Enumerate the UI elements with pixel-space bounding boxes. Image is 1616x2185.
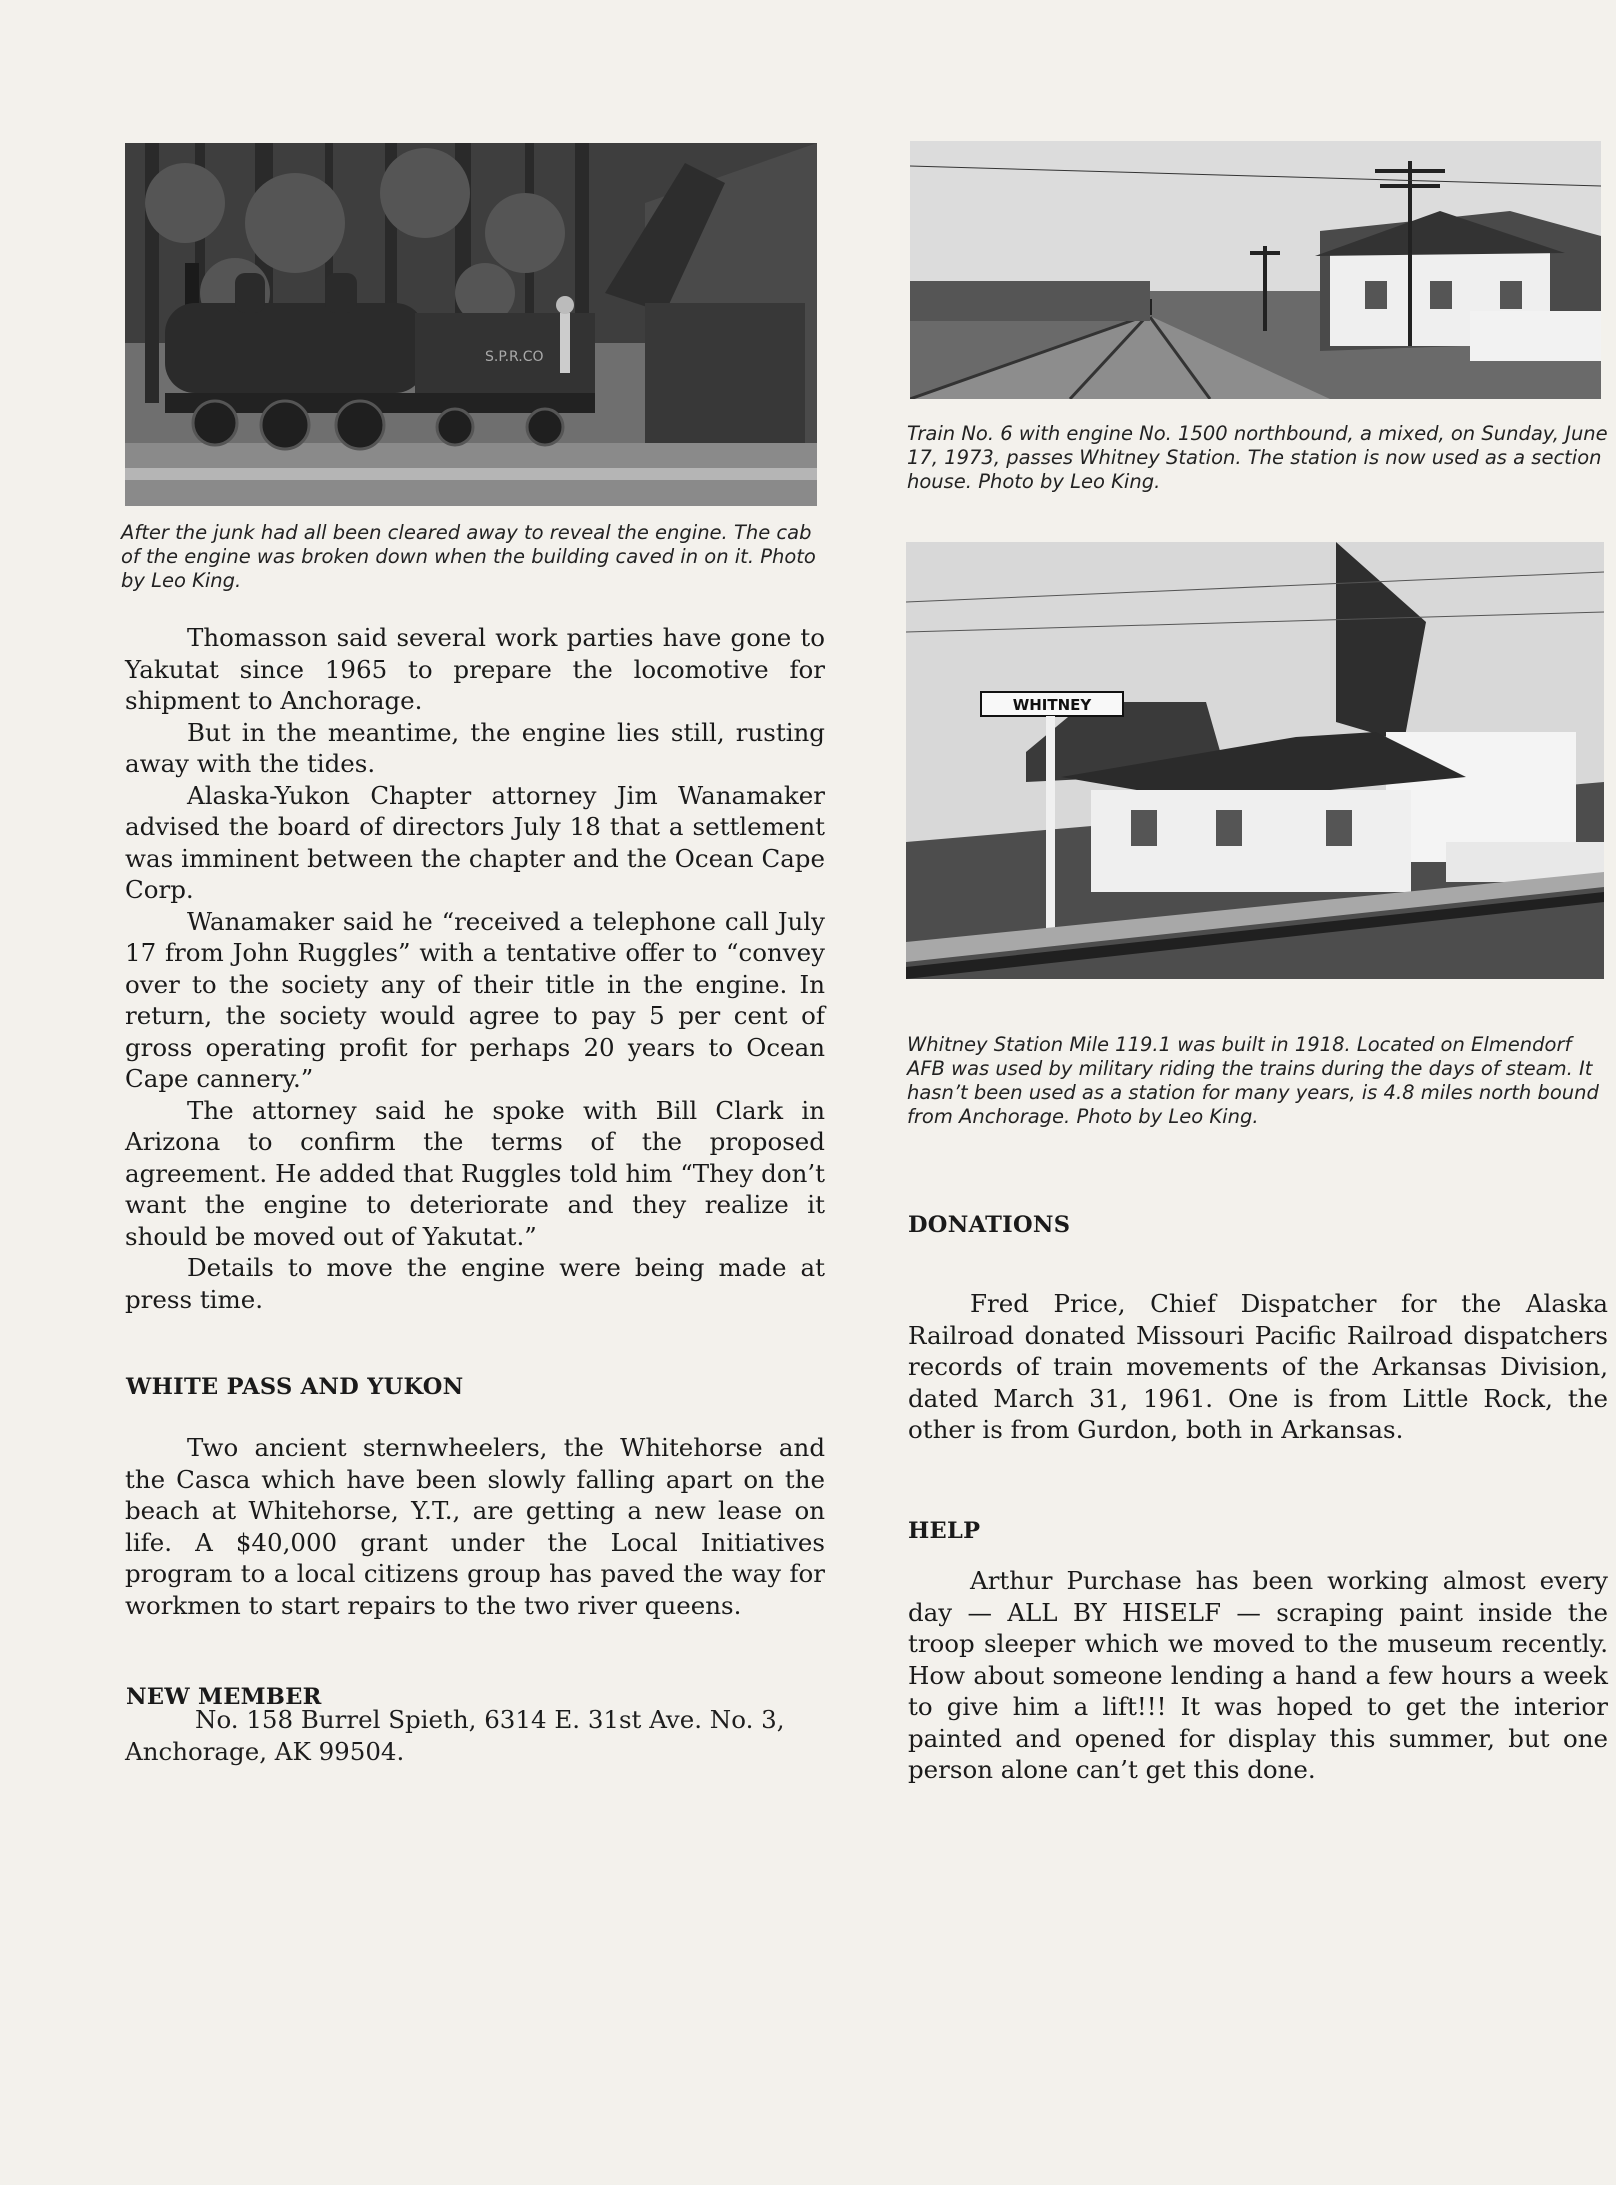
whitney-station-photo-caption: Whitney Station Mile 119.1 was built in 1918. Located on Elmendorf AFB was used by military riding the trains during the days of steam. It hasn’t been used as a station for many years, is 4.8 miles north bound from Anchorage. Photo by Leo King. xyxy=(907,1033,1599,1128)
whitney-sign-text: WHITNEY xyxy=(1012,696,1092,714)
whitney-station-photo xyxy=(906,542,1604,979)
help-heading: HELP xyxy=(908,1518,981,1544)
train-station-photo xyxy=(910,141,1601,399)
article-paragraph: The attorney said he spoke with Bill Clark in Arizona to confirm the terms of the proposed agreement. He added that Ruggles told him “They don’t want the engine to deteriorate and they realize it should be moved out of Yakutat.” xyxy=(125,1095,825,1251)
train-station-photo-caption: Train No. 6 with engine No. 1500 northbound, a mixed, on Sunday, June 17, 1973, passes Whitney Station. The station is now used as a section house. Photo by Leo King. xyxy=(907,422,1608,493)
tender-lettering: S.P.R.CO xyxy=(485,349,544,365)
donations-paragraph: Fred Price, Chief Dispatcher for the Alaska Railroad donated Missouri Pacific Railroad dispatchers records of train movements of the Arkansas Division, dated March 31, 1961. One is from Little Rock, the other is from Gurdon, both in Arkansas. xyxy=(908,1289,1608,1444)
locomotive-photo-caption: After the junk had all been cleared away to reveal the engine. The cab of the engine was broken down when the building caved in on it. Photo by Leo King. xyxy=(121,521,816,592)
article-paragraph: Thomasson said several work parties have gone to Yakutat since 1965 to prepare the locomotive for shipment to Anchorage. xyxy=(125,623,825,715)
article-paragraph: Alaska-Yukon Chapter attorney Jim Wanamaker advised the board of directors July 18 that a settlement was imminent between the chapter and the Ocean Cape Corp. xyxy=(125,780,825,904)
help-body xyxy=(908,1565,1608,1786)
article-paragraph: Wanamaker said he “received a telephone call July 17 from John Ruggles” with a tentative offer to “convey over to the society any of their title in the engine. In return, the society would agree to pay 5 per cent of gross operating profit for perhaps 20 years to Ocean Cape cannery.” xyxy=(125,906,825,1093)
new-member-heading: NEW MEMBER xyxy=(126,1684,322,1710)
donations-heading: DONATIONS xyxy=(908,1212,1071,1238)
white-pass-body xyxy=(125,1432,825,1621)
article-paragraph: But in the meantime, the engine lies still, rusting away with the tides. xyxy=(125,717,825,778)
white-pass-paragraph: Two ancient sternwheelers, the Whitehorse and the Casca which have been slowly falling apart on the beach at Whitehorse, Y.T., are getting a new lease on life. A $40,000 grant under the Local Initiatives program to a local citizens group has paved the way for workmen to start repairs to the two river queens. xyxy=(125,1433,825,1620)
article-paragraph: Details to move the engine were being made at press time. xyxy=(125,1253,825,1314)
member-address-line-1: No. 158 Burrel Spieth, 6314 E. 31st Ave. No. 3, xyxy=(195,1705,785,1734)
article-body xyxy=(125,622,825,1315)
white-pass-heading: WHITE PASS AND YUKON xyxy=(126,1374,464,1400)
donations-body xyxy=(908,1288,1608,1446)
new-member-address xyxy=(125,1704,825,1767)
locomotive-photo xyxy=(125,143,817,506)
help-paragraph: Arthur Purchase has been working almost every day — ALL BY HISELF — scraping paint inside the troop sleeper which we moved to the museum recently. How about someone lending a hand a few hours a week to give him a lift!!! It was hoped to get the interior painted and opened for display this summer, but one person alone can’t get this done. xyxy=(908,1566,1608,1784)
member-address-line-2: Anchorage, AK 99504. xyxy=(125,1736,405,1766)
